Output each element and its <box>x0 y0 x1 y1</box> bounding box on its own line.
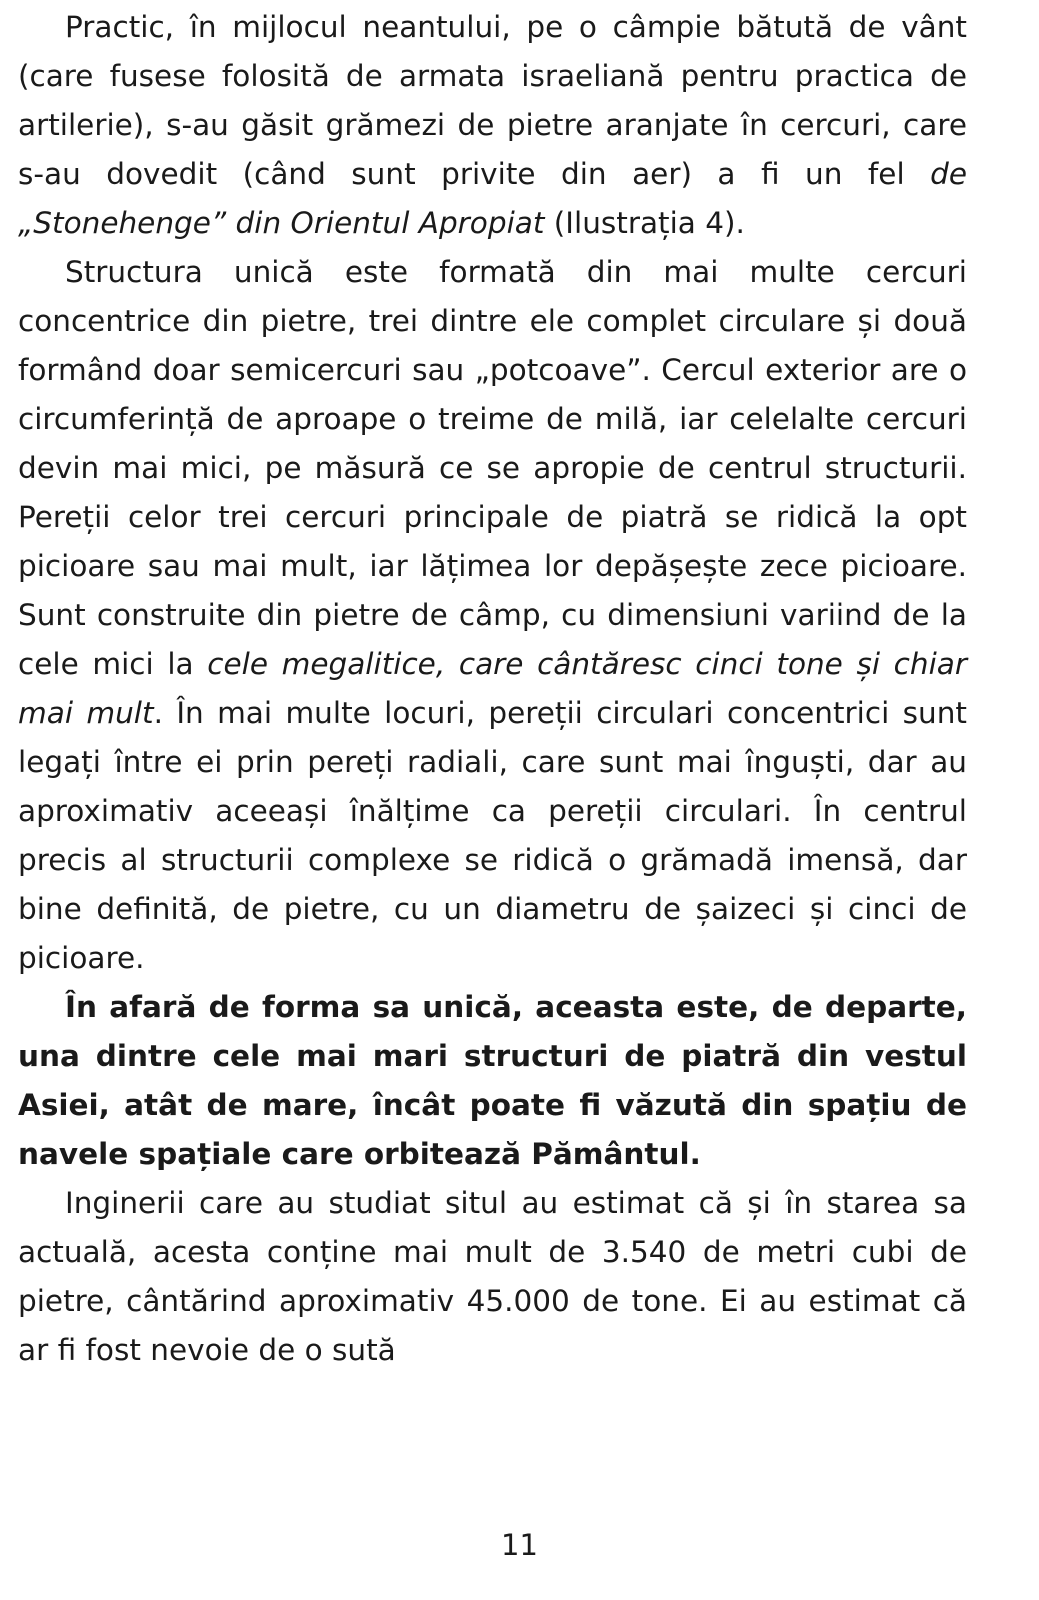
paragraph-1 <box>18 0 967 248</box>
paragraph-1-text-b: (Ilustrația 4). <box>544 206 745 240</box>
paragraph-1-text-a: Practic, în mijlocul neantului, pe o câmpie bătută de vânt (care fusese folosită de armata israeliană pentru practica de artilerie), s-au găsit grămezi de pietre aranjate în cercuri, care s-au dovedit (când sunt privite din aer) a fi un fel <box>18 10 967 191</box>
page-number: 11 <box>501 1528 538 1562</box>
paragraph-2-italic-phrase: cele megalitice, care cântăresc cinci tone și chiar mai mult <box>18 647 967 730</box>
paragraph-1-italic-phrase: de „Stonehenge” din Orientul Apropiat <box>18 157 967 240</box>
paragraph-3-bold: În afară de forma sa unică, aceasta este, de departe, una dintre cele mai mari structuri de piatră din vestul Asiei, atât de mare, încât poate fi văzută din spațiu de navele spațiale care orbitează Pământul. <box>18 990 967 1171</box>
paragraph-2 <box>18 248 967 983</box>
paragraph-2-text-a: Structura unică este formată din mai multe cercuri concentrice din pietre, trei dintre ele complet circulare și două formând doar semicercuri sau „potcoave”. Cercul exterior are o circumferință de aproape o treime de milă, iar celelalte cercuri devin mai mici, pe măsură ce se apropie de centrul structurii. Pereții celor trei cercuri principale de piatră se ridică la opt picioare sau mai mult, iar lățimea lor depășește zece picioare. Sunt construite din pietre de câmp, cu dimensiuni variind de la cele mici la <box>18 255 967 681</box>
book-page-text <box>18 0 967 1375</box>
paragraph-4: Inginerii care au studiat situl au estimat că și în starea sa actuală, acesta conține mai mult de 3.540 de metri cubi de pietre, cântărind aproximativ 45.000 de tone. Ei au estimat că ar fi fost nevoie de o sută <box>18 1186 967 1367</box>
paragraph-2-text-b: . În mai multe locuri, pereții circulari concentrici sunt legați între ei prin pereți radiali, care sunt mai înguști, dar au aproximativ aceeași înălțime ca pereții circulari. În centrul precis al structurii complexe se ridică o grămadă imensă, dar bine definită, de pietre, cu un diametru de șaizeci și cinci de picioare. <box>18 696 967 975</box>
